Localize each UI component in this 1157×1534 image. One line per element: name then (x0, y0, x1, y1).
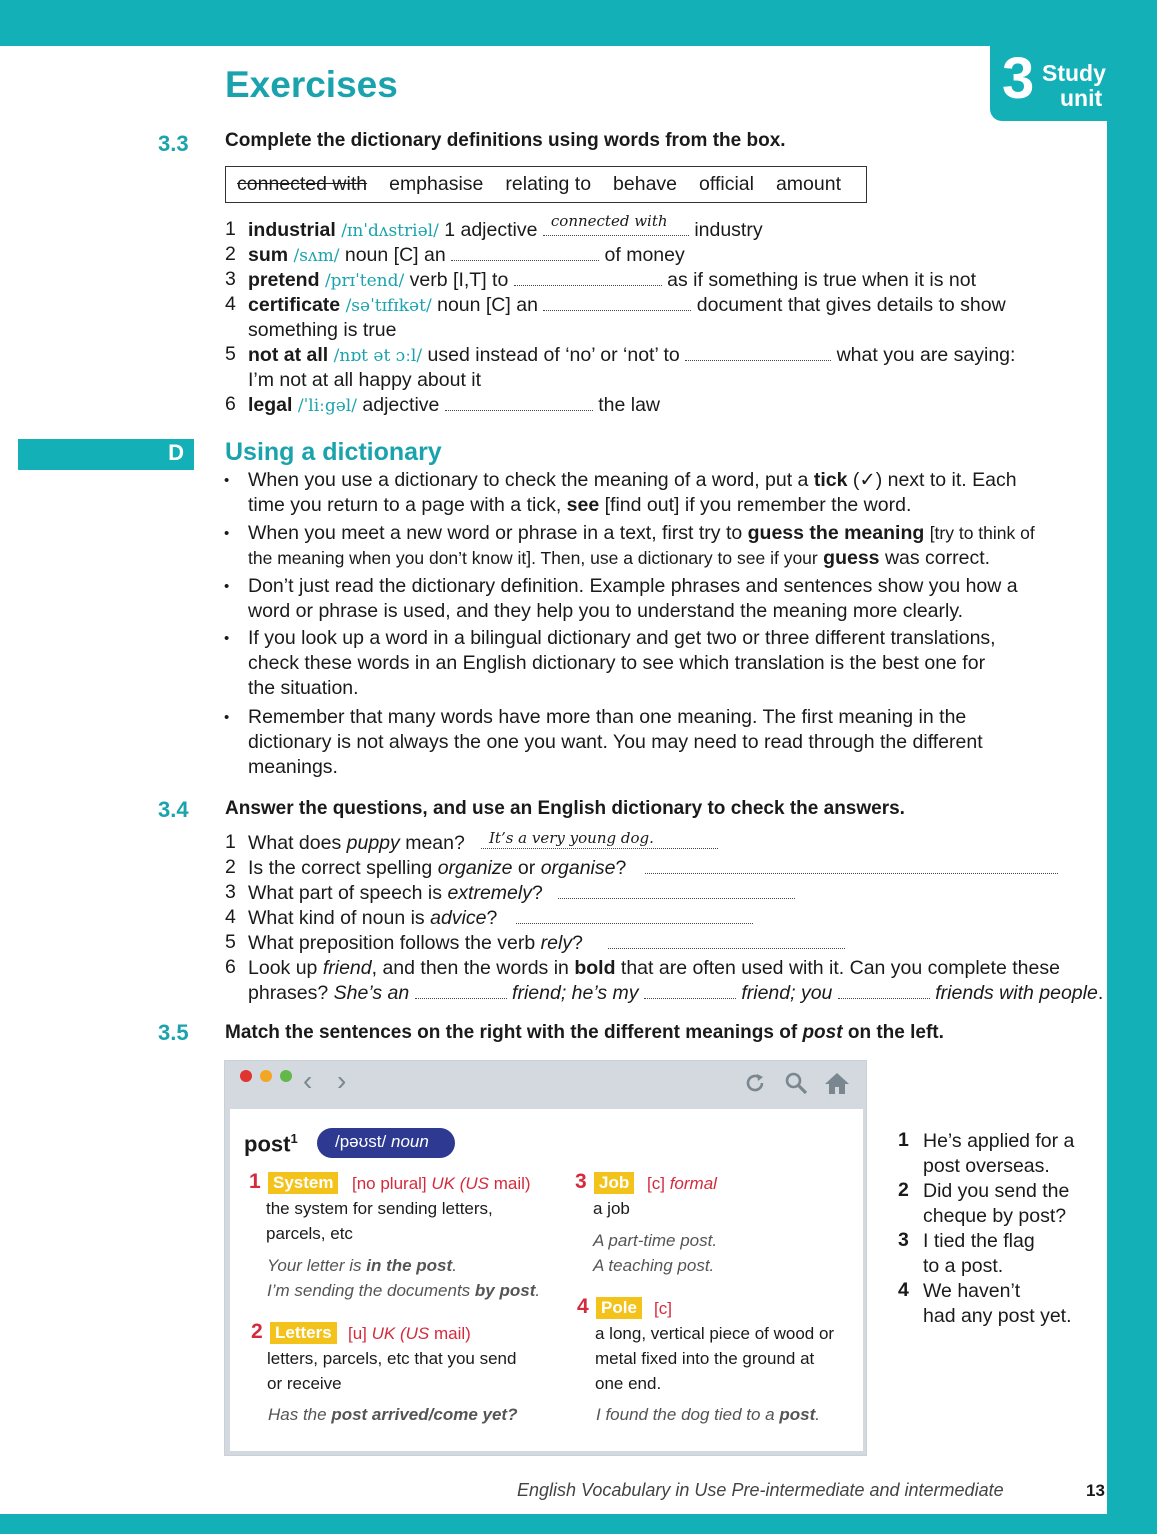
item-number: 4 (225, 293, 236, 315)
question: What preposition follows the verb rely? (248, 932, 583, 954)
item-number: 6 (225, 393, 236, 415)
headword: pretend (248, 269, 320, 291)
item-number: 5 (225, 931, 236, 953)
question-continuation: phrases? She’s an friend; he’s my friend; you friends with people. (248, 982, 1104, 1004)
match-number: 2 (898, 1179, 909, 1201)
sense-number: 1 (249, 1170, 261, 1193)
sense-tag: System (268, 1172, 338, 1194)
bullet-line: dictionary is not always the one you want. You may need to read through the different (248, 731, 983, 753)
pronunciation: /ˈliːgəl/ (297, 396, 357, 416)
refresh-icon[interactable] (743, 1071, 767, 1095)
answer-blank[interactable] (543, 293, 691, 311)
bullet-line: meanings. (248, 756, 338, 778)
exercise-instruction-3-3: Complete the dictionary definitions using words from the box. (225, 130, 786, 151)
sense-tag: Pole (596, 1297, 642, 1319)
definition-item: legal /ˈliːgəl/ adjective the law (248, 394, 661, 416)
pronunciation: /ɪnˈdʌstriəl/ (341, 221, 439, 241)
pronunciation: /prɪˈtend/ (324, 271, 405, 291)
definition-line: one end. (595, 1374, 662, 1393)
item-number: 6 (225, 956, 236, 978)
match-number: 1 (898, 1129, 909, 1151)
match-sentence: Did you send the cheque by post? (923, 1180, 1070, 1227)
sense-tag: Job (594, 1172, 634, 1194)
example-sentence: I’m sending the documents by post. (267, 1281, 541, 1300)
grammar-label: [u] UK (US mail) (348, 1324, 471, 1343)
maximize-dot-icon[interactable] (280, 1070, 292, 1082)
box-word: amount (775, 173, 841, 195)
exercise-number-3-3: 3.3 (158, 131, 189, 156)
definition-line: metal fixed into the ground at (595, 1349, 815, 1368)
answer-blank[interactable] (481, 831, 718, 849)
item-number: 4 (225, 906, 236, 928)
headword: certificate (248, 294, 341, 316)
answer-blank[interactable] (543, 212, 689, 236)
grammar-label: [c] formal (647, 1174, 717, 1193)
unit-label-study: Study (1042, 60, 1106, 86)
bullet-line: Don’t just read the dictionary definition. Example phrases and sentences show you how a (248, 575, 1018, 597)
sense-number: 2 (251, 1320, 263, 1343)
example-sentence: Has the post arrived/come yet? (268, 1405, 518, 1424)
definition-line: letters, parcels, etc that you send (267, 1349, 517, 1368)
definition-line: a long, vertical piece of wood or (595, 1324, 835, 1343)
answer-blank[interactable] (516, 906, 753, 924)
box-word: behave (613, 173, 678, 195)
bullet-line: When you meet a new word or phrase in a text, first try to guess the meaning [try to think of (248, 522, 1035, 544)
sense-number: 4 (577, 1295, 589, 1318)
answer-blank[interactable] (445, 393, 593, 411)
entry-headword: post$^1$ (244, 1131, 298, 1157)
answer-blank[interactable] (644, 981, 736, 999)
search-icon[interactable] (784, 1071, 808, 1095)
right-band (1107, 0, 1157, 1534)
answer-blank[interactable] (514, 268, 662, 286)
question: What does puppy mean? (248, 832, 465, 854)
pronunciation-pill: /pəʊst/ noun (317, 1128, 455, 1158)
box-word: official (699, 173, 754, 195)
definition-item: industrial /ɪnˈdʌstriəl/ 1 adjective connected with industry (248, 218, 763, 244)
bullet-icon: • (224, 630, 230, 647)
answer-blank[interactable] (558, 881, 795, 899)
box-word: connected with (237, 173, 368, 195)
headword: legal (248, 394, 293, 416)
definition-line: parcels, etc (266, 1224, 353, 1243)
word-box (225, 166, 867, 203)
example-sentence: A teaching post. (593, 1256, 715, 1275)
headword: not at all (248, 344, 329, 366)
exercise-number-3-4: 3.4 (158, 797, 189, 822)
item-number: 1 (225, 831, 236, 853)
bullet-icon: • (224, 472, 230, 489)
question: What part of speech is extremely? (248, 882, 543, 904)
answer-blank[interactable] (451, 243, 599, 261)
bullet-line: time you return to a page with a tick, see [find out] if you remember the word. (248, 494, 912, 516)
answer-blank[interactable] (608, 931, 845, 949)
top-band (0, 0, 1157, 46)
example-sentence: Your letter is in the post. (267, 1256, 457, 1275)
definition-line: the system for sending letters, (266, 1199, 493, 1218)
match-number: 3 (898, 1229, 909, 1251)
definition-line: or receive (267, 1374, 342, 1393)
headword: sum (248, 244, 289, 266)
definition-item: not at all /nɒt ət ɔːl/ used instead of ‘no’ or ‘not’ to what you are saying: (248, 344, 1016, 366)
definition-line: a job (593, 1199, 630, 1218)
definition-item: certificate /səˈtɪfɪkət/ noun [C] an document that gives details to show (248, 294, 1006, 316)
bullet-line: word or phrase is used, and they help you to understand the meaning more clearly. (248, 600, 964, 622)
dictionary-browser-window (224, 1060, 867, 1456)
answer-blank[interactable] (645, 856, 1058, 874)
minimize-dot-icon[interactable] (260, 1070, 272, 1082)
grammar-label: [no plural] UK (US mail) (352, 1174, 531, 1193)
home-icon[interactable] (824, 1071, 850, 1095)
handwritten-answer: It’s a very young dog. (489, 829, 654, 847)
close-dot-icon[interactable] (240, 1070, 252, 1082)
match-sentence: I tied the flag to a post. (923, 1230, 1035, 1277)
grammar-label: [c] (654, 1299, 672, 1318)
bullet-line: If you look up a word in a bilingual dictionary and get two or three different translations, (248, 627, 996, 649)
bullet-line: the situation. (248, 677, 359, 699)
definition-item: pretend /prɪˈtend/ verb [I,T] to as if something is true when it is not (248, 269, 977, 291)
question: Look up friend, and then the words in bold that are often used with it. Can you complete these (248, 957, 1060, 979)
definition-continuation: I’m not at all happy about it (248, 369, 482, 391)
unit-number: 3 (1002, 46, 1035, 111)
item-number: 1 (225, 218, 236, 240)
page-number: 13 (1086, 1481, 1105, 1500)
bullet-line: When you use a dictionary to check the meaning of a word, put a tick (✓) next to it. Each (248, 469, 1017, 491)
bullet-icon: • (224, 525, 230, 542)
sense-tag: Letters (270, 1322, 337, 1344)
exercise-instruction-3-5: Match the sentences on the right with the different meanings of post on the left. (225, 1022, 944, 1043)
sense-number: 3 (575, 1170, 587, 1193)
pronunciation: /nɒt ət ɔːl/ (333, 346, 423, 366)
bullet-icon: • (224, 709, 230, 726)
back-arrow-icon[interactable]: ‹ (303, 1065, 313, 1096)
bullet-line: the meaning when you don’t know it]. Then, use a dictionary to see if your guess was correct. (248, 547, 991, 569)
item-number: 2 (225, 243, 236, 265)
item-number: 3 (225, 881, 236, 903)
handwritten-answer: connected with (550, 212, 668, 230)
bullet-line: Remember that many words have more than one meaning. The first meaning in the (248, 706, 967, 728)
item-number: 3 (225, 268, 236, 290)
answer-blank[interactable] (685, 343, 831, 361)
section-heading: Using a dictionary (225, 438, 442, 466)
exercise-instruction-3-4: Answer the questions, and use an English dictionary to check the answers. (225, 798, 905, 819)
bottom-band (0, 1514, 1157, 1534)
answer-blank[interactable] (838, 981, 930, 999)
question: Is the correct spelling organize or organise? (248, 857, 627, 879)
unit-tab (990, 0, 1157, 121)
footer-book-title: English Vocabulary in Use Pre-intermediate and intermediate (517, 1480, 1004, 1500)
item-number: 2 (225, 856, 236, 878)
definition-continuation: something is true (248, 319, 397, 341)
page-title: Exercises (225, 64, 398, 105)
match-number: 4 (898, 1279, 909, 1301)
example-sentence: A part-time post. (593, 1231, 718, 1250)
headword: industrial (248, 219, 336, 241)
match-sentence: We haven’t had any post yet. (923, 1280, 1072, 1327)
bullet-icon: • (224, 578, 230, 595)
dictionary-entry (230, 1109, 863, 1451)
exercise-number-3-5: 3.5 (158, 1020, 189, 1045)
answer-blank[interactable] (415, 981, 507, 999)
box-word: relating to (505, 173, 592, 195)
example-sentence: I found the dog tied to a post. (596, 1405, 821, 1424)
pronunciation: /səˈtɪfɪkət/ (345, 296, 432, 316)
forward-arrow-icon[interactable]: › (337, 1065, 347, 1096)
section-d-tab: D (18, 439, 194, 470)
box-word: emphasise (389, 173, 484, 195)
definition-item: sum /sʌm/ noun [C] an of money (248, 244, 685, 266)
pronunciation: /sʌm/ (293, 246, 340, 266)
match-sentence: He’s applied for a post overseas. (923, 1130, 1075, 1177)
question: What kind of noun is advice? (248, 907, 498, 929)
bullet-line: check these words in an English dictionary to see which translation is the best one for (248, 652, 986, 674)
unit-label-unit: unit (1060, 85, 1103, 111)
item-number: 5 (225, 343, 236, 365)
